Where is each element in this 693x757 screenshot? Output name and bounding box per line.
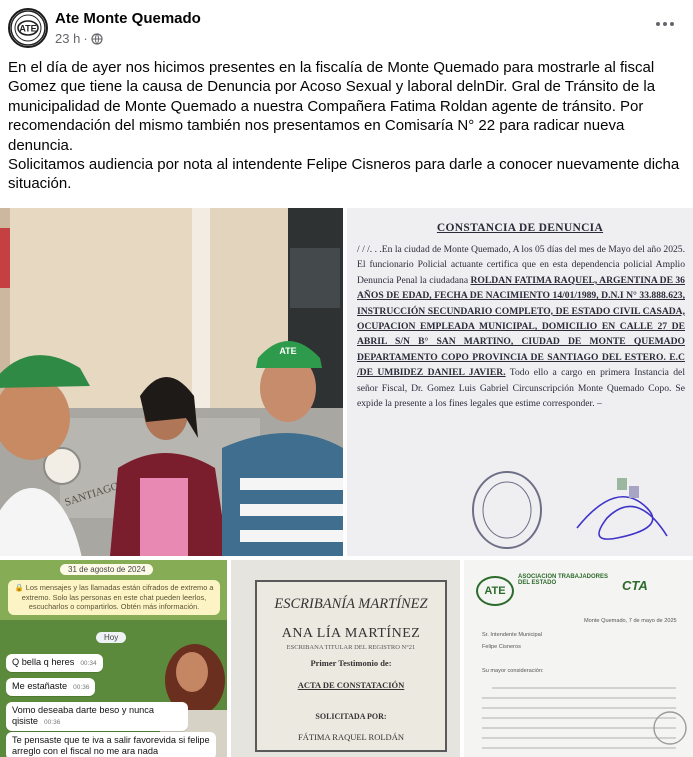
chat-message <box>6 678 95 696</box>
chat-message-time: 00:36 <box>44 719 61 726</box>
ate-letter-org: ASOCIACION TRABAJADORES DEL ESTADO <box>518 574 609 586</box>
photo-escribania-document[interactable] <box>231 560 460 757</box>
building-sign-text: SANTIAGO <box>63 480 121 509</box>
post-time[interactable]: 23 h <box>55 31 81 46</box>
post-paragraph-2: Solicitamos audiencia por nota al intendente Felipe Cisneros para darle a conocer nuevamente dicha situación. <box>8 156 680 193</box>
constancia-body-bold: ROLDAN FATIMA RAQUEL, ARGENTINA DE 36 AÑOS DE EDAD, FECHA DE NACIMIENTO 14/01/1989, D.N.I N° 33.888.623, INSTRUCCIÓN SECUNDARIO COMPLETO, DE ESTADO CIVIL CASADA, OCUPACION EMPLEADA MUNICIPAL, DOMICILIO EN CALLE 27 DE ABRIL S/N B° SAN MARTINO, CIUDAD DE MONTE QUEMADO DEPARTAMENTO COPO PROVINCIA DE SANTIAGO DEL ESTERO. E.C /DE UMBIDEZ DANIEL JAVIER. <box>357 274 685 379</box>
chat-message-text: Te pensaste que te iva a salir favorevida si felipe arreglo con el fiscal no me ara nada <box>12 735 210 756</box>
building-selfie-image <box>0 208 343 556</box>
chat-message <box>6 732 216 757</box>
photo-grid <box>0 208 693 757</box>
more-horizontal-icon <box>656 22 660 26</box>
escribania-acta: ACTA DE CONSTATACIÓN <box>297 680 405 690</box>
more-options-button[interactable] <box>653 14 677 34</box>
constancia-body-2: Todo ello a cargo en primera Instancia del señor Fiscal, Dr. Gomez Luis Gabriel Circunscripción Monte Quemado Copo. Se expide la presente a los fines legales que estime corresponder. – <box>357 367 685 410</box>
escribania-testimonio: Primer Testimonio de: <box>310 658 392 668</box>
photo-building-selfie[interactable] <box>0 208 343 556</box>
author-avatar[interactable] <box>8 8 48 48</box>
constancia-body <box>357 242 685 411</box>
ate-logo-avatar-icon <box>10 10 46 46</box>
post-text <box>8 58 688 194</box>
meta-separator: · <box>83 31 88 46</box>
letter-greeting: Su mayor consideración: <box>482 668 544 674</box>
letter-place-date: Monte Quemado, 7 de mayo de 2025 <box>584 618 677 624</box>
cap-logo-text: ATE <box>279 346 297 356</box>
chat-message-time: 00:36 <box>73 684 90 691</box>
escribania-cover <box>255 580 447 752</box>
photo-constancia-denuncia[interactable] <box>347 208 693 556</box>
letter-body-lines <box>464 560 693 757</box>
chat-message-time: 00:34 <box>80 660 97 667</box>
photo-ate-letter[interactable] <box>464 560 693 757</box>
constancia-title: CONSTANCIA DE DENUNCIA <box>436 222 604 234</box>
chat-encryption-notice: 🔒 Los mensajes y las llamadas están cifrados de extremo a extremo. Solo las personas en este chat pueden leerlos, escucharlos o compartirlos. Obtén más información. <box>8 580 220 615</box>
chat-message-text: Me estañaste <box>12 681 68 691</box>
chat-message-text: Q bella q heres <box>12 657 75 667</box>
more-dot <box>670 22 674 26</box>
post-meta <box>55 31 103 46</box>
ate-letter-logo: ATE <box>476 576 514 606</box>
police-stamp-signature <box>467 458 677 553</box>
post-paragraph-1: En el día de ayer nos hicimos presentes en la fiscalía de Monte Quemado para mostrarle al fiscal Gomez que tiene la causa de Denuncia por Acoso Sexual y laboral delnDir. Gral de Tránsito de la municipalidad de Monte Quemado a nuestra Compañera Fatima Roldan agente de tránsito. Por recomendación del mismo también nos presentamos en Comisaría N° 22 para radicar nueva denuncia. <box>8 59 656 154</box>
escribania-solicitante: FÁTIMA RAQUEL ROLDÁN <box>298 732 404 742</box>
chat-message <box>6 702 188 731</box>
globe-icon[interactable] <box>91 33 103 45</box>
author-name[interactable]: Ate Monte Quemado <box>55 10 201 27</box>
cta-logo: CTA <box>622 578 648 593</box>
post-header <box>8 8 685 50</box>
escribania-subtitle: ESCRIBANA TITULAR DEL REGISTRO N°21 <box>286 644 416 651</box>
chat-message-text: Vomo deseaba darte beso y nunca qisiste <box>12 705 154 726</box>
chat-date: 31 de agosto de 2024 <box>60 564 153 575</box>
svg-text:ATE: ATE <box>19 23 37 34</box>
photo-chat-screenshot[interactable] <box>0 560 227 757</box>
escribania-solicitado: SOLICITADA POR: <box>315 712 387 721</box>
more-dot <box>663 22 667 26</box>
escribania-name: ANA LÍA MARTÍNEZ <box>281 626 421 641</box>
letter-to: Sr. Intendente Municipal <box>482 632 543 638</box>
escribania-title: ESCRIBANÍA MARTÍNEZ <box>274 596 428 612</box>
chat-message <box>6 654 103 672</box>
chat-day-label: Hoy <box>96 632 126 643</box>
letter-name: Felipe Cisneros <box>482 644 521 650</box>
constancia-body-1: / / /. . .En la ciudad de Monte Quemado, A los 05 días del mes de Mayo del año 2025. El funcionario Policial actuante certifica que en esta dependencia policial Amplio Denuncia Penal la ciudadana <box>357 244 685 286</box>
